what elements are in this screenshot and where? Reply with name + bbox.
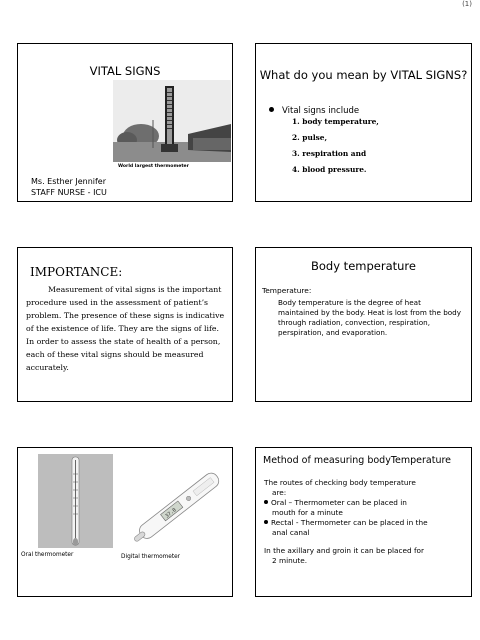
list-item: 4. blood pressure. (292, 165, 367, 174)
bullet-oral: Oral – Thermometer can be placed in (264, 498, 469, 508)
intro-line: The routes of checking body temperature (264, 478, 416, 487)
list-item: 2. pulse, (292, 133, 328, 142)
slide-title: VITAL SIGNS (89, 64, 161, 78)
slide-body: Body temperature is the degree of heat maintained by the body. Heat is lost from the body through radiation, convection, respiration, perspiration, and evaporation. (278, 298, 461, 337)
slide-body-temperature (255, 247, 472, 402)
bullet-dot-icon (264, 500, 268, 504)
slide-title: IMPORTANCE: (30, 265, 123, 279)
slide-title: Body temperature (311, 259, 416, 273)
temperature-label: Temperature: (262, 286, 312, 295)
slide-title: Method of measuring bodyTemperature (263, 455, 452, 466)
spacer (264, 538, 469, 546)
author-role: STAFF NURSE - ICU (31, 188, 107, 197)
slide-what-are-vital-signs (255, 43, 472, 202)
svg-text:37.0: 37.0 (164, 507, 178, 520)
photo-caption: World largest thermometer (118, 164, 189, 169)
bullet-dot-icon (269, 107, 274, 112)
author-block (31, 176, 107, 198)
list-item: 3. respiration and (292, 149, 367, 158)
slide-body (264, 478, 469, 566)
slide-title: What do you mean by VITAL SIGNS? (259, 68, 468, 82)
bullet-dot-icon (264, 520, 268, 524)
oral-thermometer-caption: Oral thermometer (21, 552, 74, 558)
slide-measuring-methods (255, 447, 472, 597)
slide-thermometer-images (17, 447, 233, 597)
page-number: (1) (462, 0, 472, 8)
slide-vital-signs-title (17, 43, 233, 202)
author-name: Ms. Esther Jennifer (31, 177, 107, 186)
oral-thermometer-photo (38, 454, 113, 548)
bullet-rectal: Rectal - Thermometer can be placed in the (264, 518, 469, 528)
outro-line: 2 minute. (272, 556, 308, 565)
outro-line: In the axillary and groin it can be placed for (264, 546, 425, 555)
vital-signs-list (292, 114, 379, 178)
bullet-rectal-cont: anal canal (272, 528, 310, 537)
bullet-oral-cont: mouth for a minute (272, 508, 343, 517)
list-item: 1. body temperature, (292, 117, 379, 126)
slide-body: Measurement of vital signs is the important procedure used in the assessment of patient’s problem. The presence of these signs is indicative of the existence of life. They are the signs of life. In order to assess the state of health of a person, each of these vital signs should be measured accurately. (26, 285, 225, 372)
slide-importance (17, 247, 233, 402)
digital-thermometer-caption: Digital thermometer (121, 554, 181, 560)
digital-thermometer-image (123, 456, 233, 551)
bullet-vital-signs-include: Vital signs include (269, 106, 359, 116)
thermometer-tower-photo (113, 80, 231, 162)
intro-line: are: (272, 488, 287, 497)
